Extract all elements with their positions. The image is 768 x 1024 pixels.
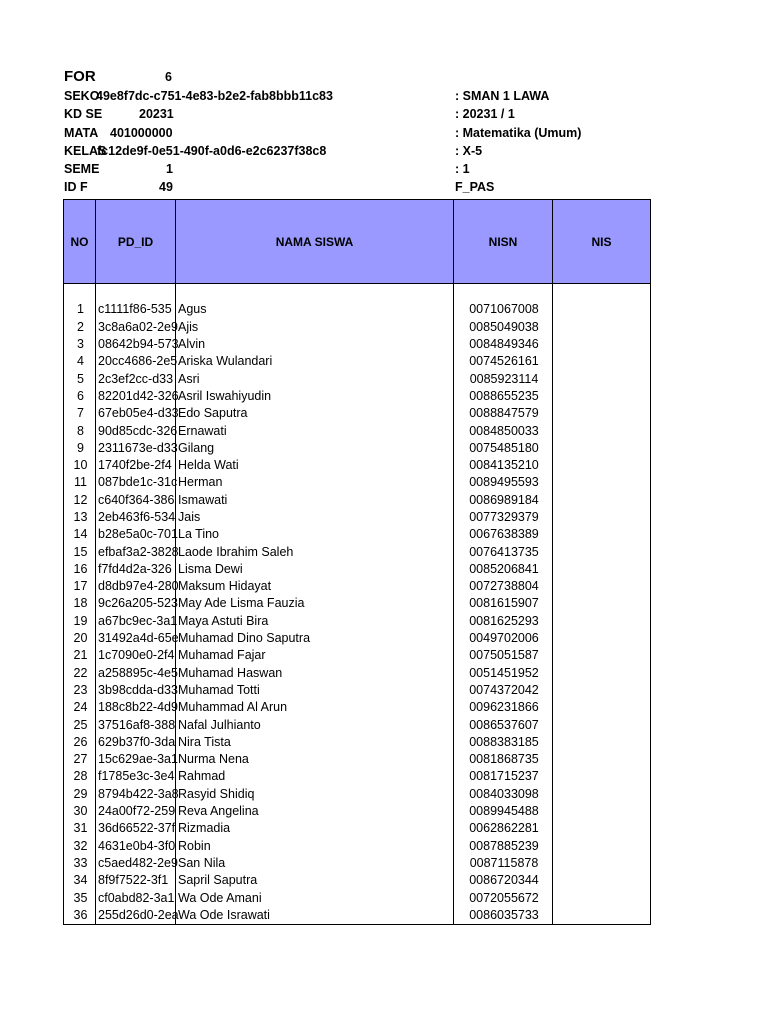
cell-nis[interactable] xyxy=(553,855,651,872)
cell-pd-id[interactable]: 24a00f72-259 xyxy=(96,803,176,820)
sekolah-name: : SMAN 1 LAWA xyxy=(455,89,550,103)
cell-nisn[interactable]: 0088655235 xyxy=(454,388,553,405)
gap-cell xyxy=(454,284,553,302)
semester-right: : 1 xyxy=(455,162,470,176)
cell-nisn[interactable]: 0086720344 xyxy=(454,872,553,889)
cell-nama-siswa[interactable]: Muhammad Al Arun xyxy=(176,699,454,716)
cell-nisn[interactable]: 0085923114 xyxy=(454,370,553,387)
cell-nisn[interactable]: 0067638389 xyxy=(454,526,553,543)
cell-pd-id[interactable]: 82201d42-326 xyxy=(96,388,176,405)
cell-nama-siswa[interactable]: Muhamad Totti xyxy=(176,682,454,699)
table-row[interactable] xyxy=(64,336,651,353)
kd-value: 20231 xyxy=(139,107,174,121)
id-value: 49 xyxy=(159,180,173,194)
cell-nis[interactable] xyxy=(553,630,651,647)
cell-nis[interactable] xyxy=(553,647,651,664)
kelas-right: : X-5 xyxy=(455,144,483,158)
cell-nis[interactable] xyxy=(553,716,651,733)
cell-no[interactable]: 8 xyxy=(64,422,96,439)
cell-no[interactable]: 22 xyxy=(64,665,96,682)
cell-nama-siswa[interactable]: Herman xyxy=(176,474,454,491)
cell-nis[interactable] xyxy=(553,751,651,768)
gap-cell xyxy=(96,284,176,302)
cell-pd-id[interactable]: 08642b94-573 xyxy=(96,336,176,353)
id-right: F_PAS xyxy=(455,180,495,194)
cell-nama-siswa[interactable]: Gilang xyxy=(176,440,454,457)
cell-pd-id[interactable]: 8794b422-3a8 xyxy=(96,786,176,803)
cell-pd-id[interactable]: 087bde1c-31c xyxy=(96,474,176,491)
kd-right: : 20231 / 1 xyxy=(455,107,515,121)
cell-nisn[interactable]: 0086035733 xyxy=(454,907,553,925)
cell-nisn[interactable]: 0062862281 xyxy=(454,820,553,837)
cell-no[interactable]: 29 xyxy=(64,786,96,803)
cell-nama-siswa[interactable]: La Tino xyxy=(176,526,454,543)
cell-pd-id[interactable]: efbaf3a2-3828 xyxy=(96,543,176,560)
cell-pd-id[interactable]: 2c3ef2cc-d33 xyxy=(96,370,176,387)
cell-pd-id[interactable]: 188c8b22-4d9 xyxy=(96,699,176,716)
cell-pd-id[interactable]: 1c7090e0-2f4 xyxy=(96,647,176,664)
cell-nisn[interactable]: 0084135210 xyxy=(454,457,553,474)
table-row[interactable] xyxy=(64,820,651,837)
gap-cell xyxy=(64,284,96,302)
cell-nama-siswa[interactable]: Ismawati xyxy=(176,492,454,509)
table-row[interactable] xyxy=(64,595,651,612)
cell-pd-id[interactable]: 37516af8-388 xyxy=(96,716,176,733)
table-row[interactable] xyxy=(64,716,651,733)
cell-nisn[interactable]: 0081625293 xyxy=(454,613,553,630)
cell-nis[interactable] xyxy=(553,319,651,336)
cell-no[interactable]: 10 xyxy=(64,457,96,474)
table-row[interactable] xyxy=(64,474,651,491)
cell-nisn[interactable]: 0089495593 xyxy=(454,474,553,491)
table-row[interactable] xyxy=(64,492,651,509)
gap-cell xyxy=(176,284,454,302)
cell-nama-siswa[interactable]: Jais xyxy=(176,509,454,526)
cell-nis[interactable] xyxy=(553,457,651,474)
cell-no[interactable]: 34 xyxy=(64,872,96,889)
cell-pd-id[interactable]: f7fd4d2a-326 xyxy=(96,561,176,578)
cell-no[interactable]: 17 xyxy=(64,578,96,595)
cell-nis[interactable] xyxy=(553,561,651,578)
cell-nis[interactable] xyxy=(553,336,651,353)
cell-nis[interactable] xyxy=(553,422,651,439)
cell-no[interactable]: 21 xyxy=(64,647,96,664)
cell-nis[interactable] xyxy=(553,613,651,630)
cell-nama-siswa[interactable]: Nafal Julhianto xyxy=(176,716,454,733)
table-row[interactable] xyxy=(64,388,651,405)
table-row[interactable] xyxy=(64,768,651,785)
cell-nama-siswa[interactable]: Nira Tista xyxy=(176,734,454,751)
student-table xyxy=(63,199,651,925)
cell-nama-siswa[interactable]: Rahmad xyxy=(176,768,454,785)
sekolah-id: 49e8f7dc-c751-4e83-b2e2-fab8bbb11c83 xyxy=(96,89,333,103)
cell-no[interactable]: 33 xyxy=(64,855,96,872)
cell-pd-id[interactable]: 3b98cdda-d33 xyxy=(96,682,176,699)
cell-nis[interactable] xyxy=(553,838,651,855)
table-row[interactable] xyxy=(64,647,651,664)
table-row[interactable] xyxy=(64,543,651,560)
cell-nisn[interactable]: 0051451952 xyxy=(454,665,553,682)
table-row[interactable] xyxy=(64,786,651,803)
cell-nis[interactable] xyxy=(553,301,651,318)
cell-nis[interactable] xyxy=(553,699,651,716)
cell-nis[interactable] xyxy=(553,474,651,491)
cell-nisn[interactable]: 0089945488 xyxy=(454,803,553,820)
cell-no[interactable]: 1 xyxy=(64,301,96,318)
cell-nisn[interactable]: 0081868735 xyxy=(454,751,553,768)
cell-no[interactable]: 19 xyxy=(64,613,96,630)
table-row[interactable] xyxy=(64,457,651,474)
table-row[interactable] xyxy=(64,803,651,820)
cell-pd-id[interactable]: a258895c-4e5 xyxy=(96,665,176,682)
kd-label: KD SE xyxy=(64,107,103,121)
cell-nisn[interactable]: 0087885239 xyxy=(454,838,553,855)
cell-nisn[interactable]: 0072738804 xyxy=(454,578,553,595)
cell-pd-id[interactable]: 9c26a205-523 xyxy=(96,595,176,612)
col-header-no: NO xyxy=(64,200,96,284)
id-label: ID F xyxy=(64,180,88,194)
cell-pd-id[interactable]: cf0abd82-3a1 xyxy=(96,889,176,906)
cell-no[interactable]: 25 xyxy=(64,716,96,733)
cell-nama-siswa[interactable]: Wa Ode Israwati xyxy=(176,907,454,925)
cell-nisn[interactable]: 0084849346 xyxy=(454,336,553,353)
cell-pd-id[interactable]: c640f364-386 xyxy=(96,492,176,509)
table-row[interactable] xyxy=(64,353,651,370)
cell-pd-id[interactable]: 255d26d0-2ea xyxy=(96,907,176,925)
kelas-label: KELAS xyxy=(64,144,107,158)
table-row[interactable] xyxy=(64,301,651,318)
mata-right: : Matematika (Umum) xyxy=(455,126,582,140)
cell-pd-id[interactable]: 2eb463f6-534 xyxy=(96,509,176,526)
semester-value: 1 xyxy=(166,162,173,176)
cell-no[interactable]: 9 xyxy=(64,440,96,457)
cell-no[interactable]: 26 xyxy=(64,734,96,751)
table-row[interactable] xyxy=(64,578,651,595)
cell-no[interactable]: 14 xyxy=(64,526,96,543)
cell-no[interactable]: 18 xyxy=(64,595,96,612)
cell-nis[interactable] xyxy=(553,803,651,820)
cell-pd-id[interactable]: 90d85cdc-326 xyxy=(96,422,176,439)
table-row[interactable] xyxy=(64,734,651,751)
kelas-value: fc12de9f-0e51-490f-a0d6-e2c6237f38c8 xyxy=(97,144,327,158)
cell-nis[interactable] xyxy=(553,440,651,457)
table-row[interactable] xyxy=(64,561,651,578)
cell-nisn[interactable]: 0072055672 xyxy=(454,889,553,906)
cell-nama-siswa[interactable]: Ariska Wulandari xyxy=(176,353,454,370)
col-header-nama-siswa: NAMA SISWA xyxy=(176,200,454,284)
cell-nama-siswa[interactable]: Ajis xyxy=(176,319,454,336)
cell-nama-siswa[interactable]: Muhamad Dino Saputra xyxy=(176,630,454,647)
table-row[interactable] xyxy=(64,838,651,855)
table-row[interactable] xyxy=(64,422,651,439)
col-header-nisn: NISN xyxy=(454,200,553,284)
cell-pd-id[interactable]: 8f9f7522-3f1 xyxy=(96,872,176,889)
cell-no[interactable]: 32 xyxy=(64,838,96,855)
cell-nis[interactable] xyxy=(553,543,651,560)
cell-pd-id[interactable]: 36d66522-37f xyxy=(96,820,176,837)
cell-nisn[interactable]: 0085206841 xyxy=(454,561,553,578)
cell-nama-siswa[interactable]: Maya Astuti Bira xyxy=(176,613,454,630)
form-label: FOR xyxy=(64,68,96,85)
cell-nisn[interactable]: 0086989184 xyxy=(454,492,553,509)
cell-nama-siswa[interactable]: Reva Angelina xyxy=(176,803,454,820)
cell-no[interactable]: 13 xyxy=(64,509,96,526)
cell-nisn[interactable]: 0076413735 xyxy=(454,543,553,560)
cell-no[interactable]: 15 xyxy=(64,543,96,560)
cell-nis[interactable] xyxy=(553,492,651,509)
cell-nama-siswa[interactable]: Muhamad Fajar xyxy=(176,647,454,664)
cell-nama-siswa[interactable]: Maksum Hidayat xyxy=(176,578,454,595)
cell-nama-siswa[interactable]: May Ade Lisma Fauzia xyxy=(176,595,454,612)
mata-label: MATA xyxy=(64,126,99,140)
cell-pd-id[interactable]: 629b37f0-3da xyxy=(96,734,176,751)
cell-nis[interactable] xyxy=(553,578,651,595)
cell-no[interactable]: 16 xyxy=(64,561,96,578)
cell-no[interactable]: 2 xyxy=(64,319,96,336)
cell-pd-id[interactable]: c1111f86-535 xyxy=(96,301,176,318)
cell-nama-siswa[interactable]: Nurma Nena xyxy=(176,751,454,768)
cell-no[interactable]: 4 xyxy=(64,353,96,370)
cell-no[interactable]: 3 xyxy=(64,336,96,353)
table-row[interactable] xyxy=(64,907,651,925)
cell-nama-siswa[interactable]: Asril Iswahiyudin xyxy=(176,388,454,405)
cell-nisn[interactable]: 0084850033 xyxy=(454,422,553,439)
cell-no[interactable]: 36 xyxy=(64,907,96,925)
cell-nama-siswa[interactable]: Wa Ode Amani xyxy=(176,889,454,906)
table-row[interactable] xyxy=(64,889,651,906)
cell-nisn[interactable]: 0077329379 xyxy=(454,509,553,526)
cell-nisn[interactable]: 0087115878 xyxy=(454,855,553,872)
cell-nama-siswa[interactable]: Sapril Saputra xyxy=(176,872,454,889)
cell-no[interactable]: 27 xyxy=(64,751,96,768)
cell-pd-id[interactable]: 20cc4686-2e5 xyxy=(96,353,176,370)
cell-nis[interactable] xyxy=(553,595,651,612)
cell-nisn[interactable]: 0071067008 xyxy=(454,301,553,318)
cell-nama-siswa[interactable]: Asri xyxy=(176,370,454,387)
cell-nama-siswa[interactable]: Lisma Dewi xyxy=(176,561,454,578)
semester-label: SEME xyxy=(64,162,100,176)
table-row[interactable] xyxy=(64,613,651,630)
cell-nisn[interactable]: 0085049038 xyxy=(454,319,553,336)
table-row[interactable] xyxy=(64,405,651,422)
cell-no[interactable]: 12 xyxy=(64,492,96,509)
table-row[interactable] xyxy=(64,370,651,387)
cell-pd-id[interactable]: d8db97e4-280 xyxy=(96,578,176,595)
cell-no[interactable]: 30 xyxy=(64,803,96,820)
col-header-nis: NIS xyxy=(553,200,651,284)
cell-no[interactable]: 28 xyxy=(64,768,96,785)
cell-no[interactable]: 23 xyxy=(64,682,96,699)
cell-nisn[interactable]: 0088383185 xyxy=(454,734,553,751)
cell-nis[interactable] xyxy=(553,889,651,906)
cell-nis[interactable] xyxy=(553,734,651,751)
cell-nama-siswa[interactable]: Rasyid Shidiq xyxy=(176,786,454,803)
table-row[interactable] xyxy=(64,440,651,457)
cell-no[interactable]: 31 xyxy=(64,820,96,837)
table-body xyxy=(64,284,651,925)
cell-nisn[interactable]: 0088847579 xyxy=(454,405,553,422)
cell-pd-id[interactable]: 15c629ae-3a1 xyxy=(96,751,176,768)
cell-no[interactable]: 6 xyxy=(64,388,96,405)
cell-pd-id[interactable]: 1740f2be-2f4 xyxy=(96,457,176,474)
cell-nis[interactable] xyxy=(553,526,651,543)
gap-cell xyxy=(553,284,651,302)
cell-pd-id[interactable]: 3c8a6a02-2e9 xyxy=(96,319,176,336)
cell-nama-siswa[interactable]: Rizmadia xyxy=(176,820,454,837)
cell-nama-siswa[interactable]: Ernawati xyxy=(176,422,454,439)
cell-nisn[interactable]: 0086537607 xyxy=(454,716,553,733)
sekolah-label: SEKO xyxy=(64,89,100,103)
cell-no[interactable]: 5 xyxy=(64,370,96,387)
cell-nis[interactable] xyxy=(553,405,651,422)
table-header-row xyxy=(64,200,651,284)
cell-nis[interactable] xyxy=(553,665,651,682)
table-row[interactable] xyxy=(64,630,651,647)
cell-nama-siswa[interactable]: Laode Ibrahim Saleh xyxy=(176,543,454,560)
cell-nisn[interactable]: 0075051587 xyxy=(454,647,553,664)
table-row[interactable] xyxy=(64,855,651,872)
cell-nisn[interactable]: 0081615907 xyxy=(454,595,553,612)
cell-nisn[interactable]: 0074372042 xyxy=(454,682,553,699)
cell-nisn[interactable]: 0074526161 xyxy=(454,353,553,370)
cell-no[interactable]: 11 xyxy=(64,474,96,491)
cell-nis[interactable] xyxy=(553,370,651,387)
cell-nama-siswa[interactable]: Muhamad Haswan xyxy=(176,665,454,682)
cell-nama-siswa[interactable]: Agus xyxy=(176,301,454,318)
table-row[interactable] xyxy=(64,682,651,699)
cell-pd-id[interactable]: 31492a4d-65e xyxy=(96,630,176,647)
cell-nis[interactable] xyxy=(553,768,651,785)
cell-no[interactable]: 7 xyxy=(64,405,96,422)
table-row[interactable] xyxy=(64,699,651,716)
cell-pd-id[interactable]: f1785e3c-3e4 xyxy=(96,768,176,785)
cell-nisn[interactable]: 0049702006 xyxy=(454,630,553,647)
table-row[interactable] xyxy=(64,872,651,889)
cell-nis[interactable] xyxy=(553,872,651,889)
col-header-pd-id: PD_ID xyxy=(96,200,176,284)
cell-pd-id[interactable]: c5aed482-2e9 xyxy=(96,855,176,872)
cell-nis[interactable] xyxy=(553,388,651,405)
table-gap-row xyxy=(64,284,651,302)
table-row[interactable] xyxy=(64,665,651,682)
cell-nama-siswa[interactable]: Edo Saputra xyxy=(176,405,454,422)
cell-no[interactable]: 24 xyxy=(64,699,96,716)
cell-nis[interactable] xyxy=(553,820,651,837)
form-value: 6 xyxy=(165,70,172,84)
cell-nisn[interactable]: 0075485180 xyxy=(454,440,553,457)
cell-no[interactable]: 35 xyxy=(64,889,96,906)
cell-pd-id[interactable]: 67eb05e4-d33 xyxy=(96,405,176,422)
cell-nis[interactable] xyxy=(553,786,651,803)
cell-nama-siswa[interactable]: San Nila xyxy=(176,855,454,872)
table-row[interactable] xyxy=(64,751,651,768)
table-row[interactable] xyxy=(64,509,651,526)
table-row[interactable] xyxy=(64,319,651,336)
cell-nama-siswa[interactable]: Robin xyxy=(176,838,454,855)
cell-no[interactable]: 20 xyxy=(64,630,96,647)
cell-nis[interactable] xyxy=(553,353,651,370)
cell-nis[interactable] xyxy=(553,509,651,526)
cell-nis[interactable] xyxy=(553,682,651,699)
cell-nisn[interactable]: 0096231866 xyxy=(454,699,553,716)
cell-nama-siswa[interactable]: Alvin xyxy=(176,336,454,353)
cell-pd-id[interactable]: 4631e0b4-3f0 xyxy=(96,838,176,855)
cell-nisn[interactable]: 0081715237 xyxy=(454,768,553,785)
cell-pd-id[interactable]: 2311673e-d33 xyxy=(96,440,176,457)
cell-nama-siswa[interactable]: Helda Wati xyxy=(176,457,454,474)
cell-pd-id[interactable]: b28e5a0c-701 xyxy=(96,526,176,543)
table-row[interactable] xyxy=(64,526,651,543)
mata-value: 401000000 xyxy=(110,126,173,140)
cell-nisn[interactable]: 0084033098 xyxy=(454,786,553,803)
cell-pd-id[interactable]: a67bc9ec-3a1 xyxy=(96,613,176,630)
cell-nis[interactable] xyxy=(553,907,651,925)
